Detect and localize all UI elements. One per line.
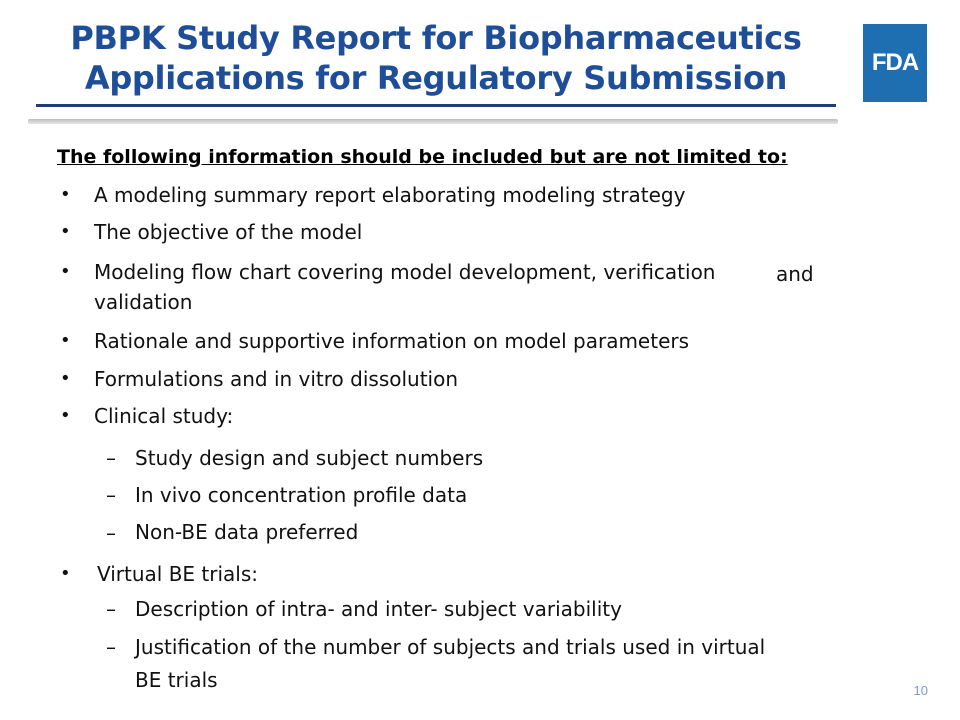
fda-logo-text: FDA [871,49,919,76]
dash-marker: – [106,597,116,621]
dash-marker: – [106,521,116,545]
bullet-marker: • [60,184,71,205]
bullet-marker: • [60,563,71,584]
list-item: Rationale and supportive information on model parameters [94,329,690,353]
list-item: Virtual BE trials: [97,562,259,586]
list-item: Modeling flow chart covering model development, verification [94,260,716,284]
bullet-marker: • [60,261,71,282]
page-number: 10 [913,683,928,698]
list-item: A modeling summary report elaborating modeling strategy [94,183,686,207]
list-item-continuation: validation [94,290,193,314]
bullet-marker: • [60,405,71,426]
bullet-marker: • [60,221,71,242]
title-line-1: PBPK Study Report for Biopharmaceutics [70,19,802,57]
bullet-marker: • [60,330,71,351]
dash-marker: – [106,483,116,507]
sub-list-item: Study design and subject numbers [135,446,484,470]
list-item: Clinical study: [94,404,234,428]
bullet-marker: • [60,368,71,389]
intro-heading: The following information should be included but are not limited to: [57,146,788,168]
list-item: The objective of the model [94,220,363,244]
title-line-2: Applications for Regulatory Submission [84,59,788,97]
sub-list-item: In vivo concentration profile data [135,483,468,507]
list-item: Formulations and in vitro dissolution [94,367,459,391]
dash-marker: – [106,446,116,470]
list-item-continuation: and [776,262,814,286]
sub-list-item-continuation: BE trials [135,668,218,692]
sub-list-item: Description of intra- and inter- subject variability [135,597,622,621]
dash-marker: – [106,635,116,659]
sub-list-item: Non-BE data preferred [135,520,359,544]
sub-list-item: Justification of the number of subjects and trials used in virtual [135,635,766,659]
